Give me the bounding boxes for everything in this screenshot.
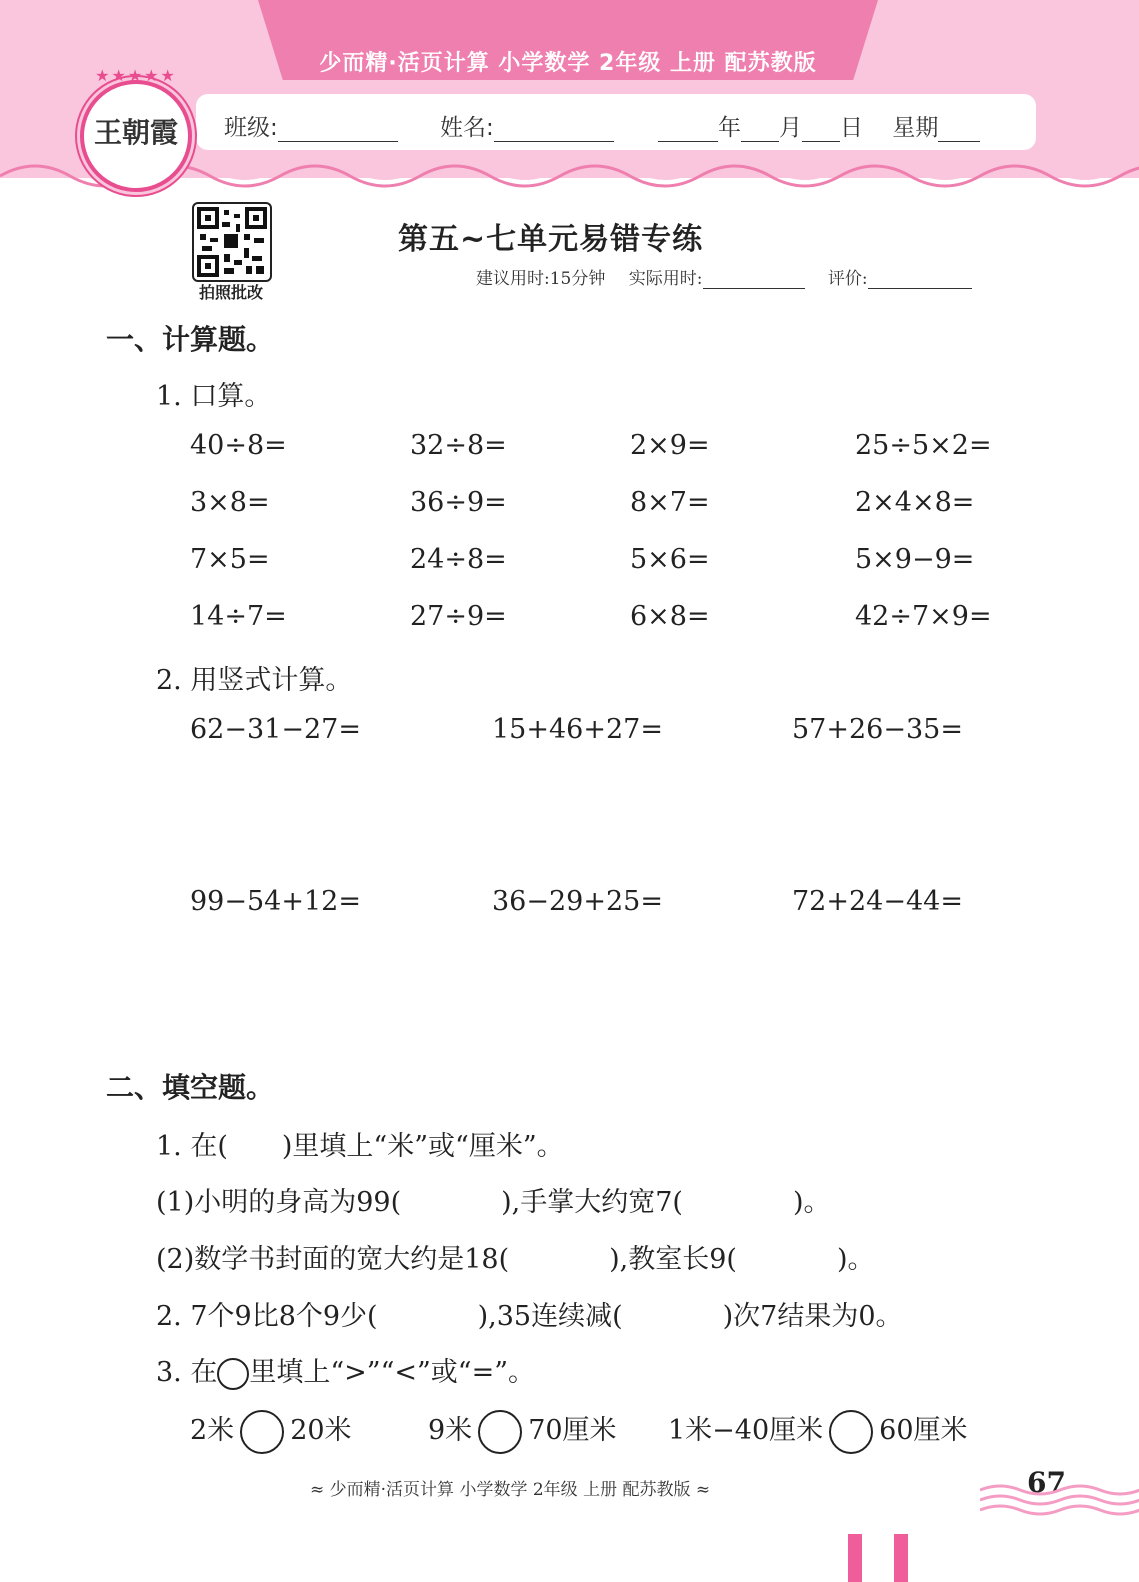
circle-icon: [217, 1358, 249, 1390]
vertical-item: 99−54+12=: [190, 886, 361, 917]
compare-right: 70厘米: [528, 1415, 617, 1446]
logo-text: 王朝霞: [93, 116, 178, 149]
mental-item: 7×5=: [190, 544, 270, 575]
fill-q1-2: [156, 1237, 875, 1276]
mental-item: 24÷8=: [410, 544, 507, 575]
fill-q1-1-part-b: ),手掌大约宽7(: [501, 1187, 683, 1218]
compare-circle[interactable]: [829, 1410, 873, 1454]
compare-right: 60厘米: [879, 1415, 968, 1446]
fill-q1-2-part-b: ),教室长9(: [609, 1244, 737, 1275]
compare-circle[interactable]: [478, 1410, 522, 1454]
mental-item: 40÷8=: [190, 430, 287, 461]
mental-item: 27÷9=: [410, 601, 507, 632]
class-field: [224, 109, 398, 142]
name-label: 姓名:: [440, 115, 494, 141]
month-blank[interactable]: [741, 119, 779, 142]
mental-item: 8×7=: [630, 487, 710, 518]
vertical-item: 72+24−44=: [792, 886, 963, 917]
month-label: 月: [779, 115, 802, 141]
logo-stars-icon: ★★★★★: [95, 66, 177, 85]
mental-item: 5×6=: [630, 544, 710, 575]
fill-q2-part-a: 2. 7个9比8个9少(: [156, 1301, 378, 1332]
year-label: 年: [718, 115, 741, 141]
compare-right: 20米: [290, 1415, 352, 1446]
actual-time-label: 实际用时:: [628, 269, 703, 289]
vertical-item: 36−29+25=: [492, 886, 663, 917]
compare-left: 2米: [190, 1415, 235, 1446]
q1-mental-math: 1. 口算。: [156, 381, 272, 412]
page-title: 第五~七单元易错专练: [398, 222, 704, 257]
fill-q1-2-part-a: (2)数学书封面的宽大约是18(: [156, 1244, 510, 1275]
q2-vertical-calc: 2. 用竖式计算。: [156, 665, 353, 696]
fill-q1-1-part-c: )。: [792, 1187, 831, 1218]
fill-q1-2-part-c: )。: [836, 1244, 875, 1275]
weekday-blank[interactable]: [938, 119, 980, 142]
year-blank[interactable]: [658, 119, 718, 142]
mental-item: 3×8=: [190, 487, 270, 518]
bottom-bar: [848, 1534, 862, 1582]
mental-item: 6×8=: [630, 601, 710, 632]
compare-item: [668, 1408, 968, 1454]
vertical-item: 62−31−27=: [190, 714, 361, 745]
day-blank[interactable]: [802, 119, 840, 142]
compare-left: 1米−40厘米: [668, 1415, 824, 1446]
mental-item: 5×9−9=: [855, 544, 975, 575]
mental-item: 42÷7×9=: [855, 601, 992, 632]
fill-q2-part-c: )次7结果为0。: [722, 1301, 903, 1332]
compare-left: 9米: [428, 1415, 473, 1446]
page-number: 67: [1027, 1466, 1066, 1499]
suggested-time: 建议用时:15分钟: [476, 269, 606, 289]
time-row: [476, 264, 972, 289]
mental-item: 2×9=: [630, 430, 710, 461]
compare-item: [428, 1408, 617, 1454]
evaluation-blank[interactable]: [868, 271, 972, 289]
name-field: [440, 109, 614, 142]
mental-item: 36÷9=: [410, 487, 507, 518]
footer-series-text: ≈ 少而精·活页计算 小学数学 2年级 上册 配苏教版 ≈: [310, 1480, 711, 1500]
vertical-item: 15+46+27=: [492, 714, 663, 745]
weekday-label: 星期: [892, 115, 939, 141]
fill-q2-part-b: ),35连续减(: [477, 1301, 623, 1332]
qr-caption: 拍照批改: [198, 283, 263, 302]
date-field: [658, 109, 980, 142]
mental-item: 32÷8=: [410, 430, 507, 461]
mental-item: 14÷7=: [190, 601, 287, 632]
series-title: 少而精·活页计算 小学数学 2年级 上册 配苏教版: [319, 51, 817, 76]
evaluation-label: 评价:: [827, 269, 868, 289]
footer-wave-icon: [980, 1482, 1139, 1522]
vertical-item: 57+26−35=: [792, 714, 963, 745]
fill-q1: 1. 在( )里填上“米”或“厘米”。: [156, 1131, 564, 1162]
actual-time-blank[interactable]: [703, 271, 805, 289]
fill-q3: [156, 1350, 535, 1390]
fill-q1-1: [156, 1180, 831, 1219]
section2-heading: 二、填空题。: [106, 1071, 275, 1104]
bottom-bar: [894, 1534, 908, 1582]
fill-q3-part-a: 3. 在: [156, 1357, 218, 1388]
day-label: 日: [840, 115, 863, 141]
class-label: 班级:: [224, 115, 278, 141]
mental-item: 25÷5×2=: [855, 430, 992, 461]
compare-item: [190, 1408, 352, 1454]
name-blank[interactable]: [494, 119, 614, 142]
qr-code-icon[interactable]: [192, 202, 272, 282]
compare-circle[interactable]: [240, 1410, 284, 1454]
section1-heading: 一、计算题。: [106, 323, 275, 356]
class-blank[interactable]: [278, 119, 398, 142]
fill-q3-part-b: 里填上“>”“<”或“=”。: [249, 1357, 536, 1388]
mental-item: 2×4×8=: [855, 487, 975, 518]
fill-q1-1-part-a: (1)小明的身高为99(: [156, 1187, 402, 1218]
fill-q2: [156, 1294, 903, 1333]
